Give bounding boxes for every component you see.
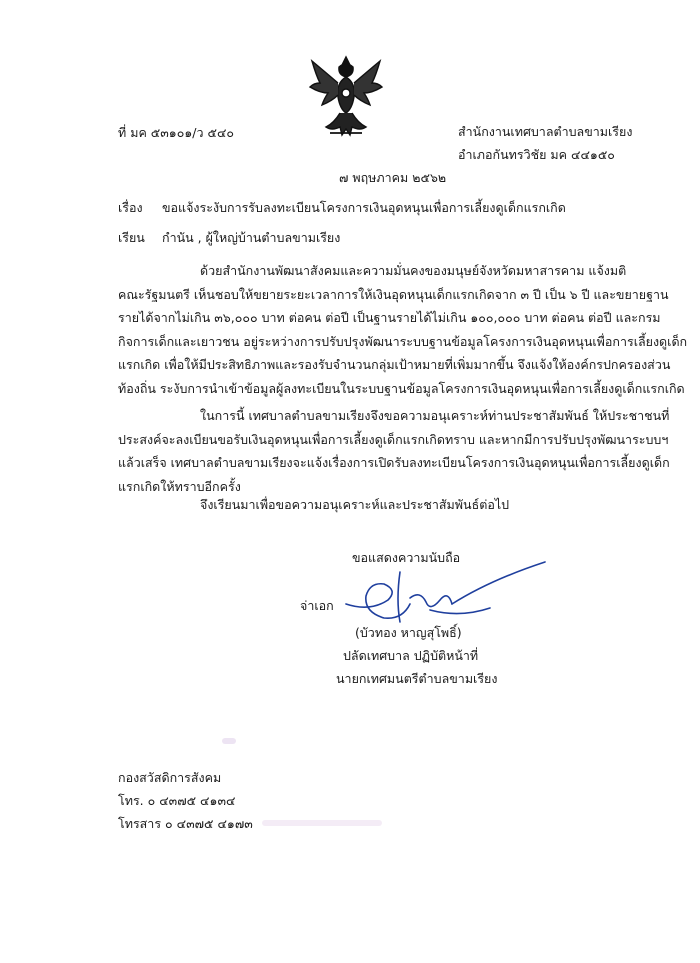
footer-fax: โทรสาร ๐ ๔๓๗๕ ๔๑๗๓ — [118, 816, 253, 831]
body-paragraph-2 — [118, 404, 670, 498]
signer-title-1: ปลัดเทศบาล ปฏิบัติหน้าที่ — [343, 648, 479, 663]
signer-title-2: นายกเทศมนตรีตำบลขามเรียง — [336, 671, 498, 686]
footer-phone: โทร. ๐ ๔๓๗๕ ๔๑๓๔ — [118, 793, 236, 808]
paragraph-line: กิจการเด็กและเยาวชน อยู่ระหว่างการปรับปรุงพัฒนาระบบฐานข้อมูลโครงการเงินอุดหนุนเพื่อการเลี้ยงดูเด็ก — [118, 333, 688, 349]
handwritten-signature-icon — [340, 560, 550, 635]
subject-text: ขอแจ้งระงับการรับลงทะเบียนโครงการเงินอุดหนุนเพื่อการเลี้ยงดูเด็กแรกเกิด — [162, 200, 566, 215]
document-date: ๗ พฤษภาคม ๒๕๖๒ — [339, 170, 447, 185]
subject-label: เรื่อง — [118, 200, 143, 215]
paragraph-line: ในการนี้ เทศบาลตำบลขามเรียงจึงขอความอนุเคราะห์ท่านประชาสัมพันธ์ ให้ประชาชนที่ — [200, 408, 670, 423]
scan-smudge — [262, 820, 382, 826]
scan-smudge — [222, 738, 236, 744]
office-name: สำนักงานเทศบาลตำบลขามเรียง — [458, 124, 633, 139]
recipient-label: เรียน — [118, 230, 145, 245]
paragraph-line: รายได้จากไม่เกิน ๓๖,๐๐๐ บาท ต่อคน ต่อปี เป็นฐานรายได้ไม่เกิน ๑๐๐,๐๐๐ บาท ต่อคน ต่อปี และกรม — [118, 310, 661, 325]
regards-text: ขอแสดงความนับถือ — [352, 550, 461, 565]
paragraph-line: แรกเกิด เพื่อให้มีประสิทธิภาพและรองรับจำนวนกลุ่มเป้าหมายที่เพิ่มมากขึ้น จึงแจ้งให้องค์กรปกครองส่วน — [118, 357, 671, 372]
office-address: อำเภอกันทรวิชัย มค ๔๔๑๕๐ — [458, 147, 615, 162]
paragraph-line: แรกเกิดให้ทราบอีกครั้ง — [118, 478, 241, 494]
body-paragraph-1 — [118, 259, 688, 400]
paragraph-line: ด้วยสำนักงานพัฒนาสังคมและความมั่นคงของมนุษย์จังหวัดมหาสารคาม แจ้งมติ — [200, 263, 627, 278]
recipient-text: กำนัน , ผู้ใหญ่บ้านตำบลขามเรียง — [162, 230, 341, 245]
paragraph-line: ท้องถิ่น ระงับการนำเข้าข้อมูลผู้ลงทะเบียนในระบบฐานข้อมูลโครงการเงินอุดหนุนเพื่อการเลี้ยงดูเด็กแรกเกิด — [118, 380, 685, 396]
document-number: ที่ มค ๕๓๑๐๑/ว ๕๔๐ — [118, 125, 235, 140]
footer-department: กองสวัสดิการสังคม — [118, 770, 222, 785]
paragraph-line: ประสงค์จะลงเบียนขอรับเงินอุดหนุนเพื่อการเลี้ยงดูเด็กแรกเกิดทราบ และหากมีการปรับปรุงพัฒนาระบบฯ — [118, 431, 669, 447]
signer-name: (บัวทอง หาญสุโพธิ์) — [355, 625, 462, 640]
garuda-emblem-icon — [306, 53, 386, 141]
paragraph-line: แล้วเสร็จ เทศบาลตำบลขามเรียงจะแจ้งเรื่องการเปิดรับลงทะเบียนโครงการเงินอุดหนุนเพื่อการเลี้ยงดูเด็ก — [118, 455, 670, 470]
paragraph-line: คณะรัฐมนตรี เห็นชอบให้ขยายระยะเวลาการให้เงินอุดหนุนเด็กแรกเกิดจาก ๓ ปี เป็น ๖ ปี และขยายฐาน — [118, 286, 669, 302]
closing-line: จึงเรียนมาเพื่อขอความอนุเคราะห์และประชาสัมพันธ์ต่อไป — [200, 497, 510, 512]
signature-prefix: จ่าเอก — [300, 598, 334, 613]
